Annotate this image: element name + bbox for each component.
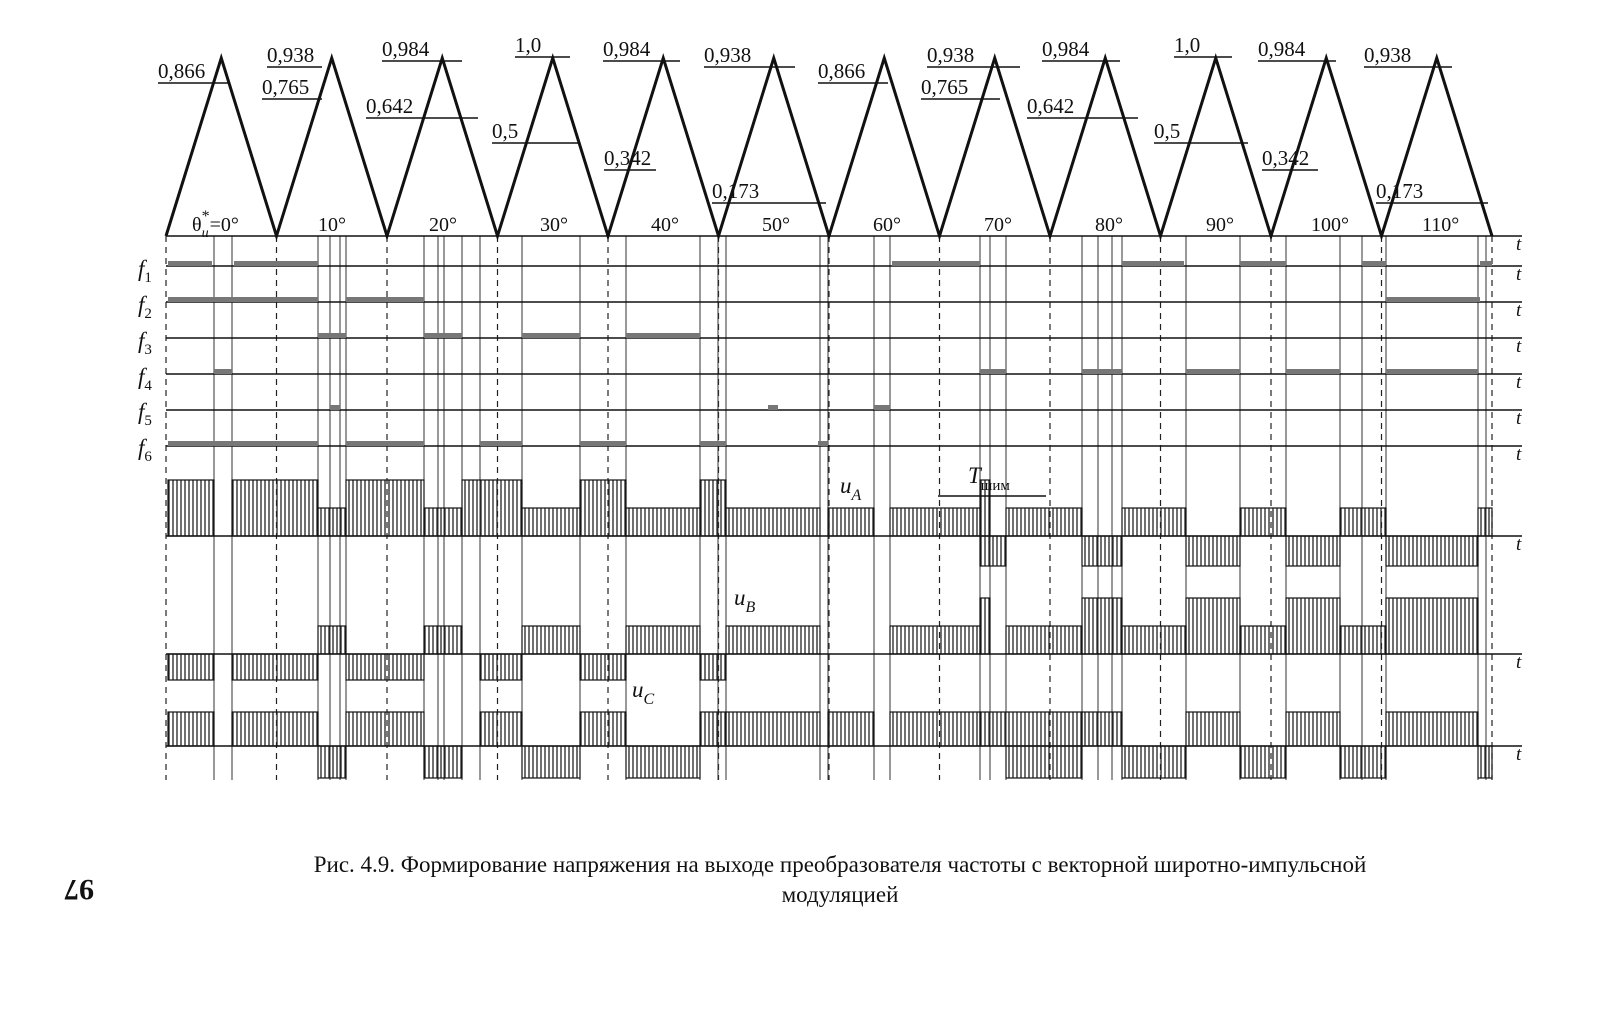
switch-pulse [346, 441, 424, 446]
voltage-pulse [318, 626, 346, 654]
voltage-pulse [424, 626, 462, 654]
voltage-pulse [1386, 712, 1478, 746]
voltage-pulse [1340, 508, 1386, 536]
switch-pulse [1286, 369, 1340, 374]
voltage-pulse [700, 712, 726, 746]
switch-pulse [168, 297, 318, 302]
level-label: 0,342 [604, 146, 652, 170]
switch-pulse [1122, 261, 1184, 266]
voltage-pulse [232, 480, 318, 536]
switch-pulse [580, 441, 626, 446]
caption-line-1: Рис. 4.9. Формирование напряжения на выходе преобразователя частоты с векторной широтно-импульсной [313, 852, 1367, 877]
level-label: 0,984 [603, 37, 651, 61]
level-label: 0,938 [704, 43, 752, 67]
voltage-pulse [1082, 712, 1122, 746]
voltage-pulse [318, 508, 346, 536]
time-axis-label: t [1516, 652, 1522, 673]
voltage-pulse [580, 712, 626, 746]
pwm-period-marker [938, 463, 1046, 496]
voltage-pulse [980, 536, 1006, 566]
voltage-pulse [890, 712, 980, 746]
level-label: 0,984 [382, 37, 430, 61]
voltage-pulse [1082, 536, 1122, 566]
level-label: 0,173 [712, 179, 760, 203]
level-label: 0,5 [492, 119, 519, 143]
sector-angle-40: 40° [651, 214, 679, 236]
signal-label-f6: $f_6$ [138, 435, 152, 465]
switch-pulse [892, 261, 980, 266]
level-label: 0,5 [1154, 119, 1181, 143]
voltage-pulse [1286, 536, 1340, 566]
voltage-pulse [1186, 598, 1240, 654]
signal-label-f5: $f_5$ [138, 399, 152, 429]
switching-pulse-bars [168, 261, 1492, 446]
phase-label-ub: $u_B$ [734, 585, 756, 616]
voltage-pulse [700, 654, 726, 680]
switch-pulse [626, 333, 700, 338]
voltage-pulse [1122, 626, 1186, 654]
voltage-pulse [346, 654, 424, 680]
time-axis-labels [1516, 234, 1522, 765]
voltage-pulse [1240, 626, 1286, 654]
sector-angle-60: 60° [873, 214, 901, 236]
voltage-pulse [1286, 598, 1340, 654]
signal-label-f1: $f_1$ [138, 256, 152, 286]
voltage-pulse [232, 712, 318, 746]
switch-pulse [980, 369, 1006, 374]
level-label: 0,642 [1027, 94, 1075, 118]
voltage-pulse [980, 598, 990, 654]
voltage-pulse [1340, 746, 1386, 778]
sector-angle-labels [318, 214, 1459, 236]
voltage-pulse [1286, 712, 1340, 746]
time-axis-label: t [1516, 408, 1522, 429]
voltage-pulse [480, 654, 522, 680]
voltage-pulse [522, 746, 580, 778]
level-label: 0,765 [921, 75, 969, 99]
voltage-pulse [424, 508, 462, 536]
level-label: 0,866 [818, 59, 866, 83]
voltage-pulse [1186, 712, 1240, 746]
switch-pulse [1362, 261, 1386, 266]
voltage-pulse [480, 712, 522, 746]
voltage-pulse [1478, 746, 1492, 778]
voltage-pulse [1122, 508, 1186, 536]
voltage-pulse [424, 746, 462, 778]
angle-label: $\theta_u*=0^\circ$ [192, 208, 239, 241]
voltage-pulse [1006, 508, 1082, 536]
phase-label-ua: $u_A$ [840, 473, 862, 504]
voltage-pulse [1006, 626, 1082, 654]
level-label: 0,342 [1262, 146, 1310, 170]
sector-angle-90: 90° [1206, 214, 1234, 236]
switch-pulse [1386, 297, 1480, 302]
switch-pulse [424, 333, 462, 338]
switch-pulse [1480, 261, 1492, 266]
figure-caption [170, 850, 1510, 910]
level-label: 0,984 [1042, 37, 1090, 61]
switch-pulse [168, 441, 318, 446]
voltage-pulse [580, 654, 626, 680]
voltage-pulse [890, 626, 980, 654]
voltage-pulse [580, 480, 626, 536]
level-label: 0,866 [158, 59, 206, 83]
time-axis-label: t [1516, 264, 1522, 285]
sector-angle-110: 110° [1422, 214, 1460, 236]
voltage-pulse [1240, 508, 1286, 536]
voltage-pulse [626, 746, 700, 778]
sector-angle-50: 50° [762, 214, 790, 236]
level-label: 0,938 [267, 43, 315, 67]
sector-angle-20: 20° [429, 214, 457, 236]
time-axis-label: t [1516, 336, 1522, 357]
voltage-pulse [726, 508, 820, 536]
switch-pulse [522, 333, 580, 338]
switch-pulse [168, 261, 212, 266]
time-axis-label: t [1516, 744, 1522, 765]
caption-line-2: модуляцией [781, 882, 899, 907]
sector-angle-70: 70° [984, 214, 1012, 236]
voltage-pulse [1386, 536, 1478, 566]
level-label: 1,0 [1174, 33, 1201, 57]
switch-pulse [768, 405, 778, 410]
voltage-pulse [462, 480, 522, 536]
switch-pulse [330, 405, 340, 410]
sector-angle-10: 10° [318, 214, 346, 236]
level-label: 0,938 [1364, 43, 1412, 67]
voltage-pulse [522, 626, 580, 654]
switch-pulse [818, 441, 828, 446]
sector-angle-80: 80° [1095, 214, 1123, 236]
switch-pulse [1240, 261, 1286, 266]
switch-pulse [874, 405, 890, 410]
voltage-pulse [168, 654, 214, 680]
voltage-pulse [726, 712, 820, 746]
voltage-pulse [980, 712, 1082, 746]
voltage-pulse [828, 508, 874, 536]
voltage-pulse [1006, 746, 1082, 778]
sector-angle-30: 30° [540, 214, 568, 236]
voltage-pulse [318, 746, 346, 778]
voltage-pulse [1240, 746, 1286, 778]
page-number: 97 [64, 873, 94, 906]
level-label: 0,984 [1258, 37, 1306, 61]
phase-label-uc: $u_C$ [632, 677, 655, 708]
level-label: 1,0 [515, 33, 542, 57]
voltage-pulse [232, 654, 318, 680]
voltage-pulse [700, 480, 726, 536]
switch-pulse [1082, 369, 1122, 374]
switch-pulse [480, 441, 522, 446]
level-label: 0,938 [927, 43, 975, 67]
time-axis-label: t [1516, 300, 1522, 321]
time-axis-label: t [1516, 372, 1522, 393]
switch-pulse [1386, 369, 1478, 374]
signal-label-f4: $f_4$ [138, 364, 152, 394]
time-axis-label: t [1516, 234, 1522, 255]
time-axis-label: t [1516, 444, 1522, 465]
switch-pulse [700, 441, 726, 446]
voltage-pulse [626, 626, 700, 654]
signal-label-f2: $f_2$ [138, 292, 152, 322]
voltage-pulse [1122, 746, 1186, 778]
switch-pulse [214, 369, 232, 374]
phase-voltage-waveforms [168, 480, 1492, 778]
voltage-pulse [346, 712, 424, 746]
voltage-pulse [828, 712, 874, 746]
switch-signal-labels [138, 256, 152, 465]
switch-pulse [234, 261, 318, 266]
level-label: 0,642 [366, 94, 414, 118]
voltage-pulse [626, 508, 700, 536]
voltage-pulse [168, 480, 214, 536]
switch-pulse [318, 333, 346, 338]
voltage-pulse [1340, 626, 1386, 654]
sector-angle-100: 100° [1311, 214, 1349, 236]
level-label: 0,173 [1376, 179, 1424, 203]
voltage-pulse [1386, 598, 1478, 654]
voltage-pulse [1478, 508, 1492, 536]
pwm-period-label: $T_{шим}$ [968, 463, 1010, 494]
switch-pulse [346, 297, 424, 302]
switch-pulse [1186, 369, 1240, 374]
voltage-pulse [168, 712, 214, 746]
time-axis-label: t [1516, 534, 1522, 555]
voltage-pulse [1082, 598, 1122, 654]
signal-label-f3: $f_3$ [138, 328, 152, 358]
voltage-pulse [1186, 536, 1240, 566]
voltage-pulse [726, 626, 820, 654]
voltage-pulse [522, 508, 580, 536]
level-label: 0,765 [262, 75, 310, 99]
voltage-pulse [346, 480, 424, 536]
voltage-pulse [890, 508, 980, 536]
